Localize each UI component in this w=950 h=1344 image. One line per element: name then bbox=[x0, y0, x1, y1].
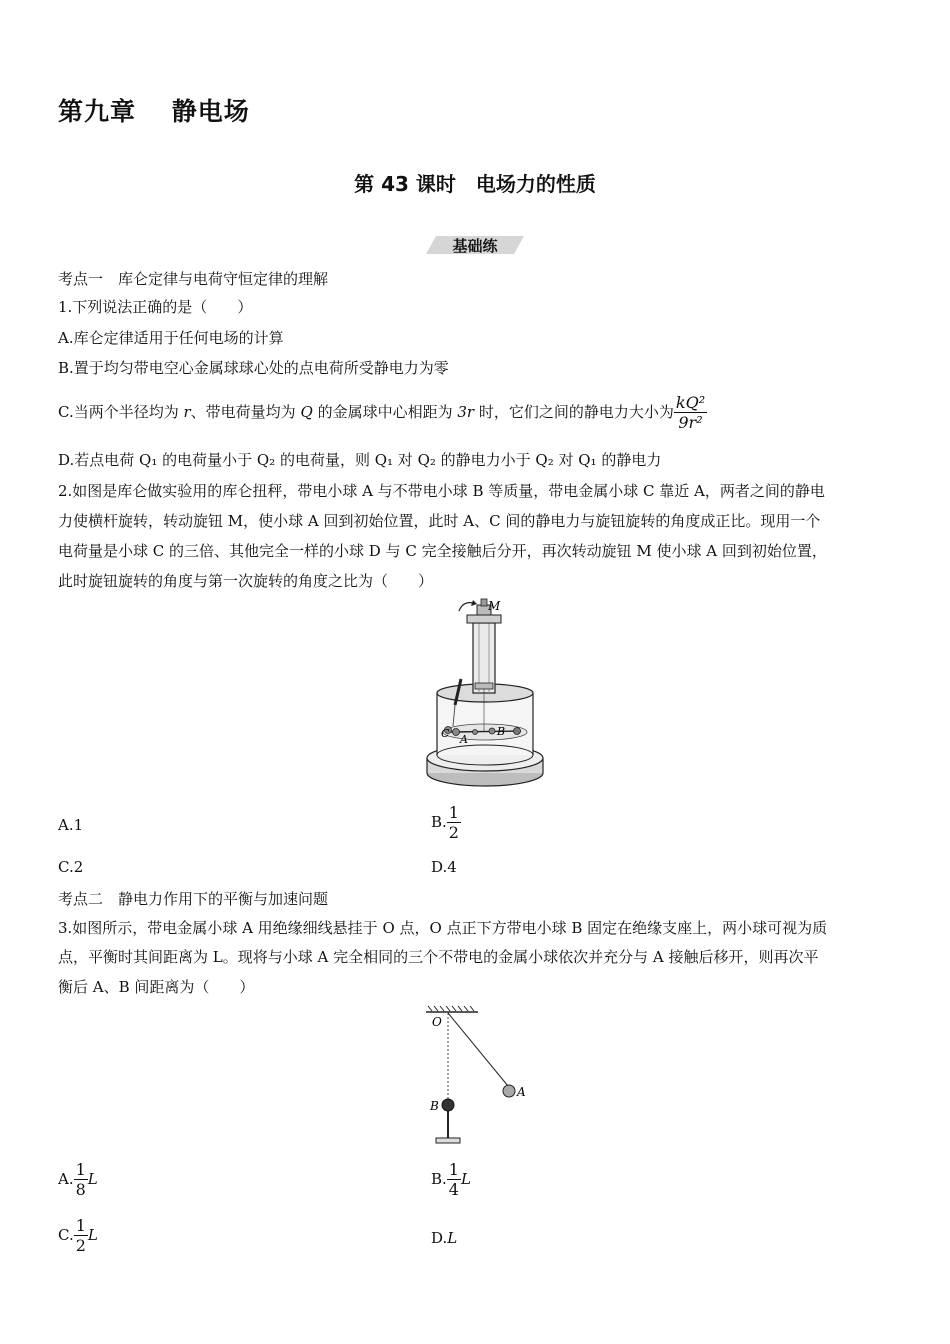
q1-stem: 1.下列说法正确的是（ ） bbox=[58, 298, 253, 316]
q2-stem-line-3: 电荷量是小球 C 的三倍、其他完全一样的小球 D 与 C 完全接触后分开，再次转动旋钮 M 使小球 A 回到初始位置， bbox=[58, 542, 827, 560]
q3-b-numerator: 1 bbox=[448, 1160, 459, 1179]
chapter-number: 第九章 bbox=[58, 97, 137, 126]
q1-c-fraction bbox=[674, 393, 707, 433]
q3-b-denominator: 4 bbox=[448, 1180, 459, 1199]
section-heading-1: 考点一 库仑定律与电荷守恒定律的理解 bbox=[58, 270, 329, 288]
q2-option-a: A.1 bbox=[58, 816, 84, 834]
q1-option-c bbox=[58, 386, 707, 438]
q3-c-unit: L bbox=[87, 1226, 98, 1244]
q3-c-denominator: 2 bbox=[75, 1236, 86, 1255]
q1-option-d: D.若点电荷 Q₁ 的电荷量小于 Q₂ 的电荷量，则 Q₁ 对 Q₂ 的静电力小于 Q₂ 对 Q₁ 的静电力 bbox=[58, 451, 662, 469]
q3-b-prefix: B. bbox=[431, 1170, 447, 1188]
label-m: M bbox=[488, 599, 501, 613]
label-b: B bbox=[430, 1099, 439, 1113]
q3-c-fraction bbox=[74, 1216, 88, 1256]
label-a: A bbox=[460, 733, 468, 746]
q2-b-fraction bbox=[447, 803, 461, 843]
q3-option-d bbox=[431, 1229, 457, 1247]
torsion-balance-figure bbox=[415, 595, 555, 790]
q3-stem-line-2: 点，平衡时其间距离为 L。现将与小球 A 完全相同的三个不带电的金属小球依次并充分与 A 接触后移开，则再次平 bbox=[58, 948, 819, 966]
label-a: A bbox=[517, 1085, 526, 1099]
q2-b-numerator: 1 bbox=[448, 803, 459, 822]
chapter-heading bbox=[58, 92, 250, 128]
q2-stem-line-4: 此时旋钮旋转的角度与第一次旋转的角度之比为（ ） bbox=[58, 572, 434, 590]
q3-a-denominator: 8 bbox=[75, 1180, 86, 1199]
q1-c-text-2: 、带电荷量均为 bbox=[190, 403, 296, 421]
lesson-title: 第 43 课时 电场力的性质 bbox=[354, 172, 596, 196]
basic-practice-badge bbox=[426, 232, 524, 258]
q3-a-unit: L bbox=[87, 1170, 98, 1188]
q1-option-a: A.库仑定律适用于任何电场的计算 bbox=[58, 329, 284, 347]
q1-c-var-r: r bbox=[183, 403, 191, 421]
q1-c-text-1: C.当两个半径均为 bbox=[58, 403, 179, 421]
label-c: C bbox=[441, 727, 450, 740]
q1-c-numerator: kQ² bbox=[675, 393, 706, 412]
q2-option-d: D.4 bbox=[431, 858, 457, 876]
q2-b-denominator: 2 bbox=[448, 823, 459, 842]
q2-stem-line-2: 力使横杆旋转，转动旋钮 M，使小球 A 回到初始位置，此时 A、C 间的静电力与旋钮旋转的角度成正比。现用一个 bbox=[58, 512, 821, 530]
q3-d-prefix: D. bbox=[431, 1229, 448, 1247]
chapter-title: 静电场 bbox=[171, 97, 250, 126]
q2-b-prefix: B. bbox=[431, 813, 447, 831]
q3-stem-line-1: 3.如图所示，带电金属小球 A 用绝缘细线悬挂于 O 点，O 点正下方带电小球 B 固定在绝缘支座上，两小球可视为质 bbox=[58, 919, 828, 937]
q1-c-text-4: 时，它们之间的静电力大小为 bbox=[478, 403, 674, 421]
q1-c-denominator: 9r² bbox=[678, 413, 703, 432]
q3-option-b bbox=[431, 1160, 471, 1200]
badge-label: 基础练 bbox=[452, 237, 498, 255]
q1-c-distance: 3r bbox=[457, 403, 475, 421]
q3-option-a bbox=[58, 1160, 98, 1200]
q3-d-unit: L bbox=[447, 1229, 458, 1247]
q3-b-fraction bbox=[447, 1160, 461, 1200]
q3-option-c bbox=[58, 1216, 98, 1256]
q1-c-text-3: 的金属球中心相距为 bbox=[317, 403, 453, 421]
q2-option-b bbox=[431, 803, 461, 843]
q3-a-numerator: 1 bbox=[75, 1160, 86, 1179]
q3-c-prefix: C. bbox=[58, 1226, 74, 1244]
q1-c-var-q: Q bbox=[300, 403, 313, 421]
q2-option-c: C.2 bbox=[58, 858, 84, 876]
pendulum-figure bbox=[420, 1005, 530, 1150]
q3-c-numerator: 1 bbox=[75, 1216, 86, 1235]
q3-b-unit: L bbox=[460, 1170, 471, 1188]
q3-stem-line-3: 衡后 A、B 间距离为（ ） bbox=[58, 978, 255, 996]
section-heading-2: 考点二 静电力作用下的平衡与加速问题 bbox=[58, 890, 329, 908]
q2-stem-line-1: 2.如图是库仑做实验用的库仑扭秤，带电小球 A 与不带电小球 B 等质量，带电金属小球 C 靠近 A，两者之间的静电 bbox=[58, 482, 825, 500]
label-o: O bbox=[432, 1015, 442, 1029]
q3-a-fraction bbox=[74, 1160, 88, 1200]
q3-a-prefix: A. bbox=[58, 1170, 74, 1188]
label-b: B bbox=[497, 725, 506, 738]
q1-option-b: B.置于均匀带电空心金属球球心处的点电荷所受静电力为零 bbox=[58, 359, 449, 377]
